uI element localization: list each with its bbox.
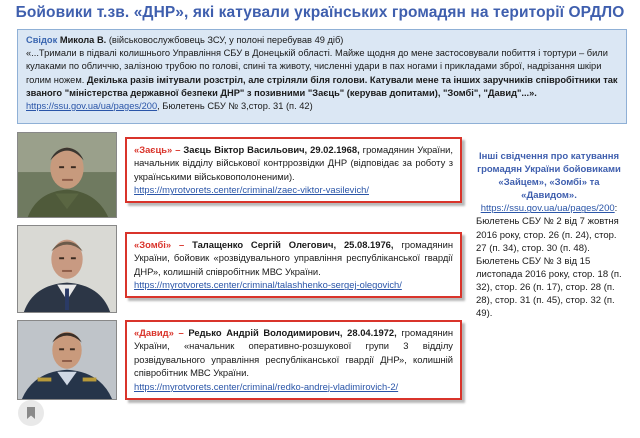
witness-intro: (військовослужбовець ЗСУ, у полоні перебував 49 діб) [106,35,344,45]
card-link[interactable]: https://myrotvorets.center/criminal/talashhenko-sergej-olegovich/ [134,279,402,291]
bookmark-icon[interactable] [18,400,44,426]
other-testimonies-header: Інші свідчення про катування громадян України бойовиками «Зайцем», «Зомбі» та «Давидом». [477,151,621,202]
card-link[interactable]: https://myrotvorets.center/criminal/zaec-viktor-vasilevich/ [134,184,369,196]
page-title: Бойовики т.зв. «ДНР», які катували українських громадян на території ОРДЛО [15,4,625,21]
card-name: Редько Андрій Володимирович, 28.04.1972, [188,327,397,338]
bulletin-2-refs: Бюлетень СБУ № 2 від 7 жовтня 2016 року, стор. 26 (п. 24), стор. 27 (п. 34), стор. 30 (п. 48). [476,216,619,254]
card-name: Заєць Віктор Васильович, 29.02.1968, [183,144,360,155]
photo-zaets [17,132,117,218]
card-dash: – [172,144,184,155]
witness-quote-bold: Декілька разів імітували розстріл, але стріляли біля голови. Катували мене та інших заручників співробітники так званого "міністерства державної безпеки ДНР" з позивними "Заєць" (керував допитами), "Зомбі", "Давид"...». [26,74,618,98]
card-david [125,320,462,400]
card-name: Талащенко Сергій Олегович, 25.08.1976, [192,239,394,250]
card-description: громадянин України, начальник відділу військової контррозвідки ДНР (відповідає за роботу з українськими військовополоненими). [134,144,453,182]
witness-source: , Бюлетень СБУ № 3,стор. 31 (п. 42) [157,101,313,112]
witness-quote: «...Тримали в підвалі колишнього Управління СБУ в Донецькій області. Майже щодня до мене застосовували побиття і тортури – били кулаками по обличчю, залізною трубою по голові, спині та животу, численні удари в пах ногами і прикладами зброї, надрізання шкіри голим ножем. [26,48,608,85]
card-alias: «Заєць» [134,144,173,155]
card-alias: «Зомбі» [134,239,172,250]
card-dash: – [173,327,189,338]
photo-zombie [17,225,117,313]
card-alias: «Давид» [134,327,174,338]
witness-label: Свідок [26,35,58,45]
witness-source-link[interactable]: https://ssu.gov.ua/ua/pages/200 [26,101,158,112]
other-testimonies-link[interactable]: https://ssu.gov.ua/ua/pages/200 [480,203,615,215]
card-dash: – [171,239,193,250]
card-link[interactable]: https://myrotvorets.center/criminal/redko-andrej-vladimirovich-2/ [134,380,399,392]
photo-david [17,320,117,400]
other-testimonies [470,150,628,320]
card-zaets [125,137,462,203]
card-description: громадянин України, бойовик «розвідувального управління республіканської гвардії ДНР», колишній співробітник МВС України. [134,239,454,277]
witness-testimony [17,29,627,124]
bulletin-3-refs: Бюлетень СБУ № 3 від 15 листопада 2016 року, стор. 18 (п. 32), стор. 26 (п. 17), стор. 28 (п. 28), стор. 31 (п. 45), стор. 32 (п. 49). [476,255,622,320]
witness-name: Микола В. [59,35,107,45]
link-suffix: : [614,203,618,215]
card-zombie [125,232,462,298]
card-description: громадянин України, «начальник оперативно-розшукової групи 3 відділу розвідувального управління республіканської гвардії ДНР», колишній співробітник МВС України. [134,327,454,379]
